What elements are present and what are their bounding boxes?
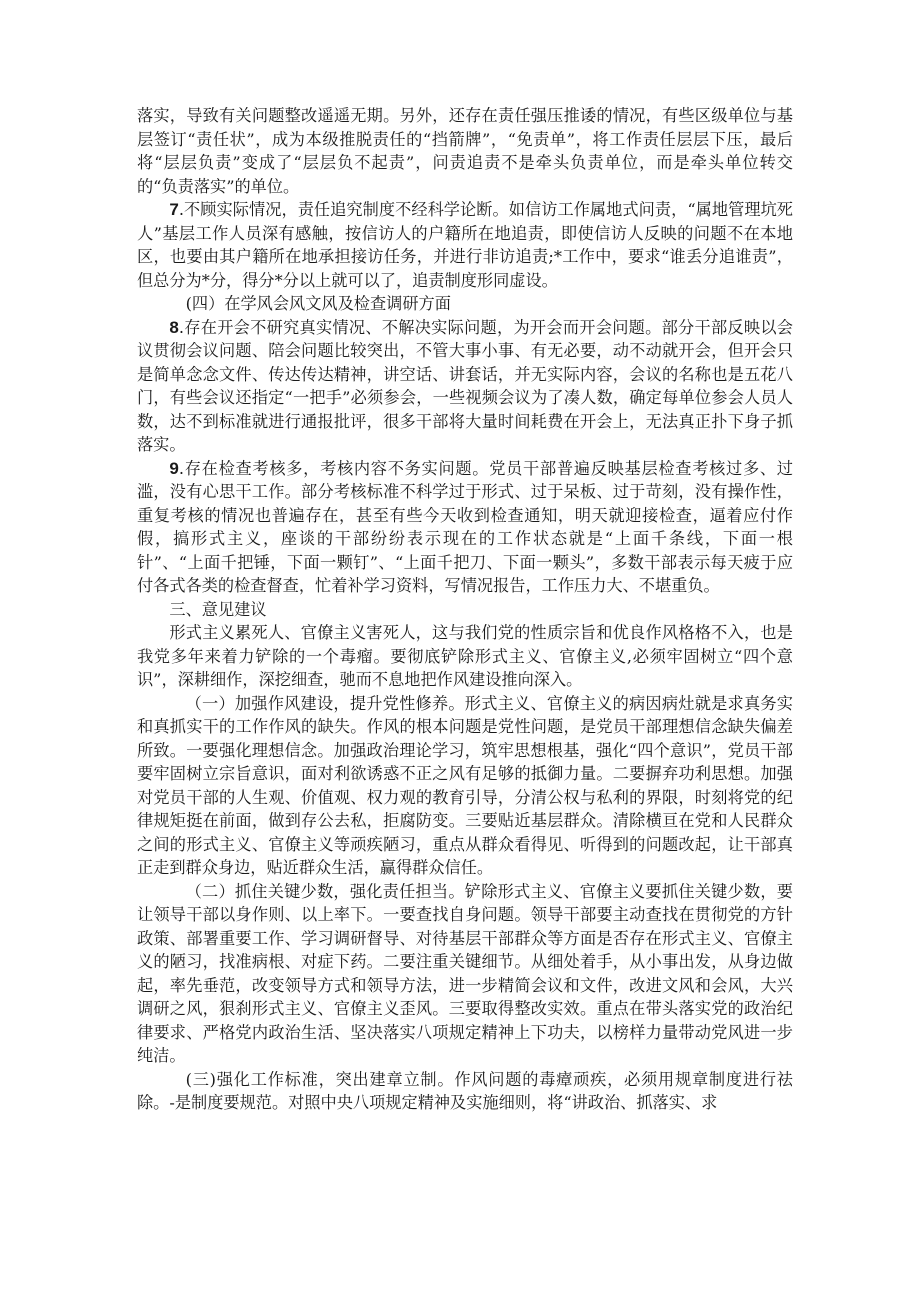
section-heading-four [137, 292, 793, 316]
paragraph-item-8 [137, 316, 793, 457]
paragraph-text: 落实，导致有关问题整改遥遥无期。另外，还存在责任强压推诿的情况，有些区级单位与基层签订“责任状”，成为本级推脱责任的“挡箭牌”，“免责单”，将工作责任层层下压，最后将“层层负责”变成了“层层负不起责”，问责追责不是牵头负责单位，而是牵头单位转交的“负责落实”的单位。 [137, 106, 793, 196]
item-number: 7 [169, 200, 179, 219]
paragraph-text: (三)强化工作标准，突出建章立制。作风问题的毒瘴顽疾，必须用规章制度进行祛除。-是制度要规范。对照中央八项规定精神及实施细则，将“讲政治、抓落实、求 [137, 1069, 793, 1112]
item-number: 8 [169, 317, 179, 337]
paragraph-text: .不顾实际情况，责任追究制度不经科学论断。如信访工作属地式问责，“属地管理坑死人”基层工作人员深有感触，按信访人的户籍所在地追责，即使信访人反映的问题不在本地区，也要由其户籍所在地承担接访任务，并进行非访追责;*工作中，要求“谁丢分追谁责”，但总分为*分，得分*分以上就可以了，追责制度形同虚设。 [137, 200, 793, 290]
paragraph-suggestion-three [137, 1068, 793, 1115]
section-heading-suggestions [137, 598, 793, 622]
heading-text: (四）在学风会风文风及检查调研方面 [185, 294, 451, 313]
paragraph-responsibility-continuation [137, 104, 793, 198]
item-number: 9 [169, 458, 179, 478]
paragraph-text: （二）抓住关键少数，强化责任担当。铲除形式主义、官僚主义要抓住关键少数，要让领导干部以身作则、以上率下。一要查找自身问题。领导干部要主动查找在贯彻党的方针政策、部署重要工作、学习调研督导、对待基层干部群众等方面是否存在形式主义、官僚主义的陋习，找准病根、对症下药。二要注重关键细节。从细处着手，从小事出发，从身边做起，率先垂范，改变领导方式和领导方法，进一步精简会议和文件，改进文风和会风，大兴调研之风，狠刹形式主义、官僚主义歪风。三要取得整改实效。重点在带头落实党的政治纪律要求、严格党内政治生活、坚决落实八项规定精神上下功夫，以榜样力量带动党风进一步纯洁。 [137, 881, 793, 1065]
paragraph-text: .存在检查考核多，考核内容不务实问题。党员干部普遍反映基层检查考核过多、过滥，没有心思干工作。部分考核标准不科学过于形式、过于呆板、过于苛刻，没有操作性，重复考核的情况也普遍存在，甚至有些今天收到检查通知，明天就迎接检查，逼着应付作假，搞形式主义，座谈的干部纷纷表示现在的工作状态就是“上面千条线，下面一根针”、“上面千把锤，下面一颗钉”、“上面千把刀、下面一颗头”，多数干部表示每天疲于应付各式各类的检查督查，忙着补学习资料，写情况报告，工作压力大、不堪重负。 [137, 458, 793, 595]
paragraph-intro-suggestions [137, 621, 793, 692]
paragraph-item-7 [137, 198, 793, 292]
paragraph-suggestion-one [137, 692, 793, 880]
paragraph-text: 形式主义累死人、官僚主义害死人，这与我们党的性质宗旨和优良作风格格不入，也是我党多年来着力铲除的一个毒瘤。要彻底铲除形式主义、官僚主义,必须牢固树立“四个意识”，深耕细作，深挖细查，驰而不息地把作风建设推向深入。 [137, 623, 793, 689]
document-body [137, 104, 793, 1115]
paragraph-text: （一）加强作风建设，提升党性修养。形式主义、官僚主义的病因病灶就是求真务实和真抓实干的工作作风的缺失。作风的根本问题是党性问题，是党员干部理想信念缺失偏差所致。一要强化理想信念。加强政治理论学习，筑牢思想根基，强化“四个意识”，党员干部要牢固树立宗旨意识，面对利欲诱惑不正之风有足够的抵御力量。二要摒弃功利思想。加强对党员干部的人生观、价值观、权力观的教育引导，分清公权与私利的界限，时刻将党的纪律规矩挺在前面，做到存公去私，拒腐防变。三要贴近基层群众。清除横亘在党和人民群众之间的形式主义、官僚主义等顽疾陋习，重点从群众看得见、听得到的问题改起，让干部真正走到群众身边，贴近群众生活，赢得群众信任。 [137, 693, 793, 877]
heading-text: 三、意见建议 [169, 599, 267, 619]
paragraph-item-9 [137, 457, 793, 598]
paragraph-text: .存在开会不研究真实情况、不解决实际问题，为开会而开会问题。部分干部反映以会议贯彻会议问题、陪会问题比较突出，不管大事小事、有无必要，动不动就开会，但开会只是简单念念文件、传达传达精神，讲空话、讲套话，并无实际内容，会议的名称也是五花八门，有些会议还指定“一把手”必须参会，一些视频会议为了凑人数，确定每单位参会人员人数，达不到标准就进行通报批评，很多干部将大量时间耗费在开会上，无法真正扑下身子抓落实。 [137, 317, 793, 454]
paragraph-suggestion-two [137, 880, 793, 1068]
